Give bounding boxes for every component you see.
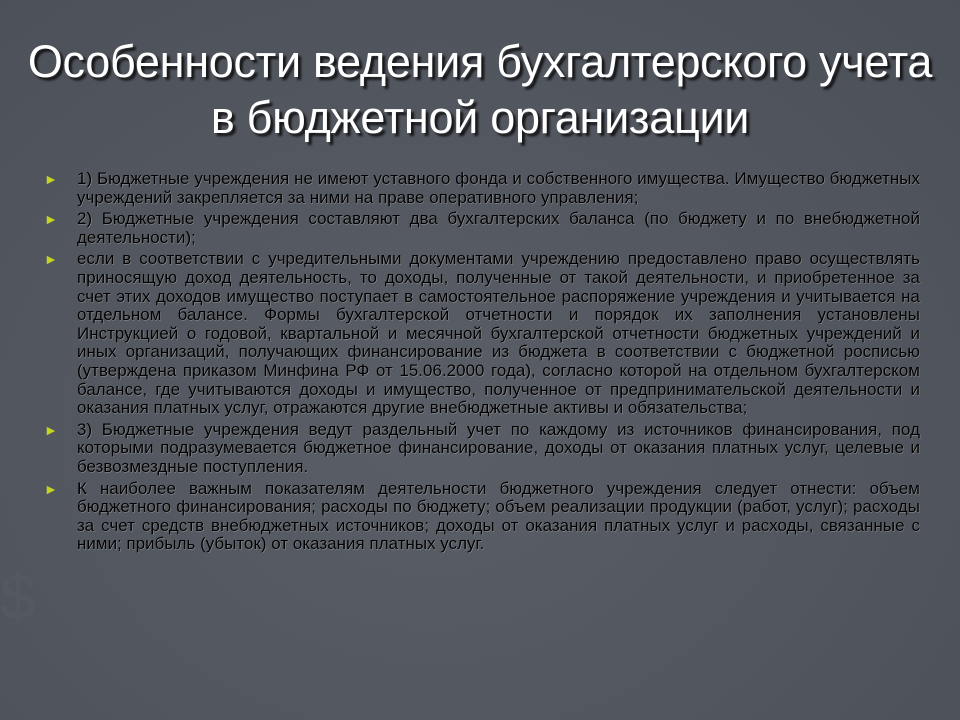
item-text: 2) Бюджетные учреждения составляют два бухгалтерских баланса (по бюджету и по внебюджетной деятельности);	[77, 209, 920, 247]
triangle-bullet-icon: ►	[44, 480, 58, 497]
item-text: если в соответствии с учредительными документами учреждению предоставлено право осуществлять приносящую доход деятельность, то доходы, полученные от такой деятельности, и приобретенное за счет этих доходов имущество поступает в самостоятельное распоряжение учреждения и учитывается на отдельном балансе. Формы бухгалтерской отчетности и порядок их заполнения установлены Инструкцией о годовой, квартальной и месячной бухгалтерской отчетности бюджетных учреждений и иных организаций, получающих финансирование из бюджета в соответствии с бюджетной росписью (утверждена приказом Минфина РФ от 15.06.2000 года), согласно которой на отдельном бухгалтерском балансе, где учитываются доходы и имущество, полученное от предпринимательской деятельности и оказания платных услуг, отражаются другие внебюджетные активы и обязательства;	[77, 249, 920, 418]
background-dollar-watermark: $	[0, 561, 36, 633]
item-text: К наиболее важным показателям деятельности бюджетного учреждения следует отнести: объем бюджетного финансирования; расходы по бюджету; объем реализации продукции (работ, услуг); расходы за счет средств внебюджетных источников; доходы от оказания платных услуг и расходы, связанные с ними; прибыль (убыток) от оказания платных услуг.	[77, 478, 920, 554]
triangle-bullet-icon: ►	[44, 211, 58, 228]
item-text: 1) Бюджетные учреждения не имеют уставного фонда и собственного имущества. Имущество бюджетных учреждений закрепляется за ними на праве оперативного управления;	[77, 169, 920, 207]
list-item	[44, 170, 920, 207]
list-item	[44, 250, 920, 417]
list-item	[44, 421, 920, 477]
title-line-2: в бюджетной организации	[210, 92, 750, 143]
item-text: 3) Бюджетные учреждения ведут раздельный учет по каждому из источников финансирования, под которыми подразумевается бюджетное финансирование, доходы от оказания платных услуг, целевые и безвозмездные поступления.	[77, 419, 920, 476]
list-item	[44, 210, 920, 247]
triangle-bullet-icon: ►	[44, 171, 58, 187]
triangle-bullet-icon: ►	[44, 251, 58, 268]
title-line-1: Особенности ведения бухгалтерского учета	[27, 36, 933, 87]
slide-title	[20, 34, 940, 146]
triangle-bullet-icon: ►	[44, 421, 58, 438]
bullet-list	[44, 170, 920, 557]
list-item	[44, 480, 920, 554]
